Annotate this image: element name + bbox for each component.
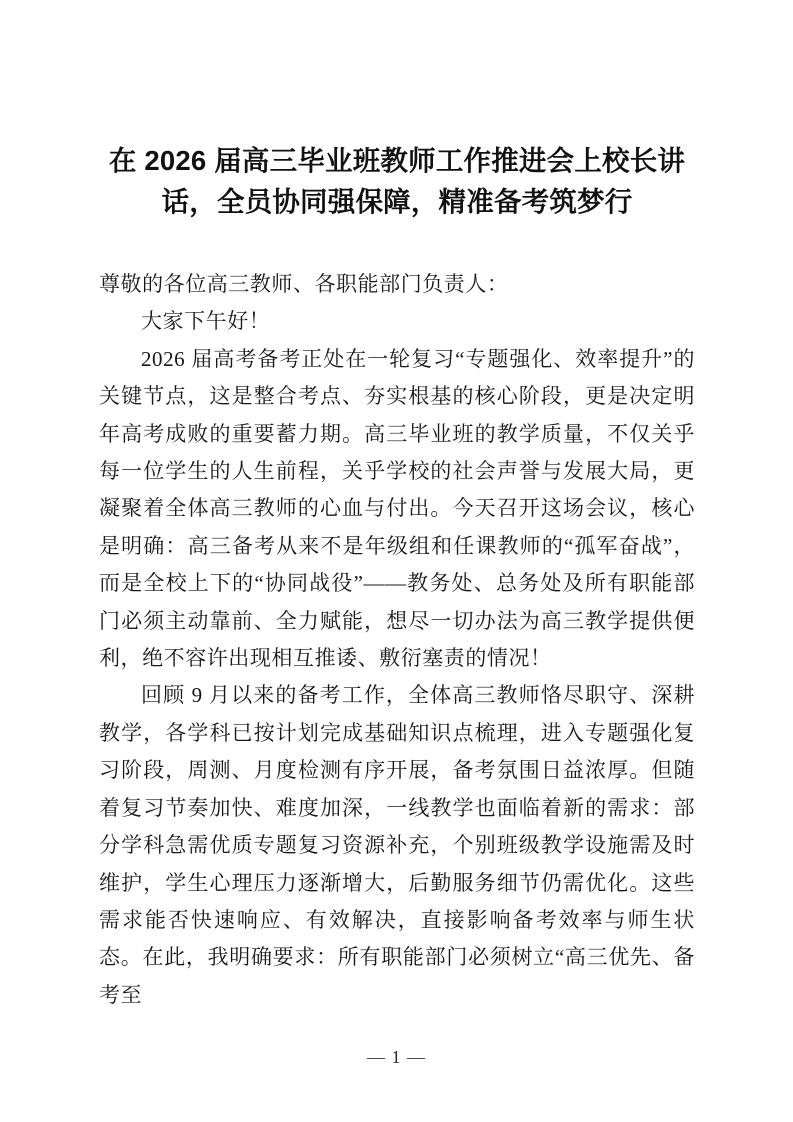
page-number-footer: — 1 — [367,1047,426,1067]
document-body [99,266,695,1014]
paragraph-body-1: 2026 届高考备考正处在一轮复习“专题强化、效率提升”的关键节点，这是整合考点、夯实根基的核心阶段，更是决定明年高考成败的重要蓄力期。高三毕业班的教学质量，不仅关乎每一位学生的人生前程，关乎学校的社会声誉与发展大局，更凝聚着全体高三教师的心血与付出。今天召开这场会议，核心是明确：高三备考从来不是年级组和任课教师的“孤军奋战”，而是全校上下的“协同战役”——教务处、总务处及所有职能部门必须主动靠前、全力赋能，想尽一切办法为高三教学提供便利，绝不容许出现相互推诿、敷衍塞责的情况！ [99,346,695,671]
paragraph-body-2: 回顾 9 月以来的备考工作，全体高三教师恪尽职守、深耕教学，各学科已按计划完成基础知识点梳理，进入专题强化复习阶段，周测、月度检测有序开展，备考氛围日益浓厚。但随着复习节奏加快、难度加深，一线教学也面临着新的需求：部分学科急需优质专题复习资源补充，个别班级教学设施需及时维护，学生心理压力逐渐增大，后勤服务细节仍需优化。这些需求能否快速响应、有效解决，直接影响备考效率与师生状态。在此，我明确要求：所有职能部门必须树立“高三优先、备考至 [99,683,695,1007]
paragraph-salutation: 尊敬的各位高三教师、各职能部门负责人： [99,272,509,296]
page-title: 在 2026 届高三毕业班教师工作推进会上校长讲话，全员协同强保障，精准备考筑梦行 [108,145,686,217]
page-content [99,0,695,1014]
paragraph-greeting: 大家下午好！ [141,309,271,334]
